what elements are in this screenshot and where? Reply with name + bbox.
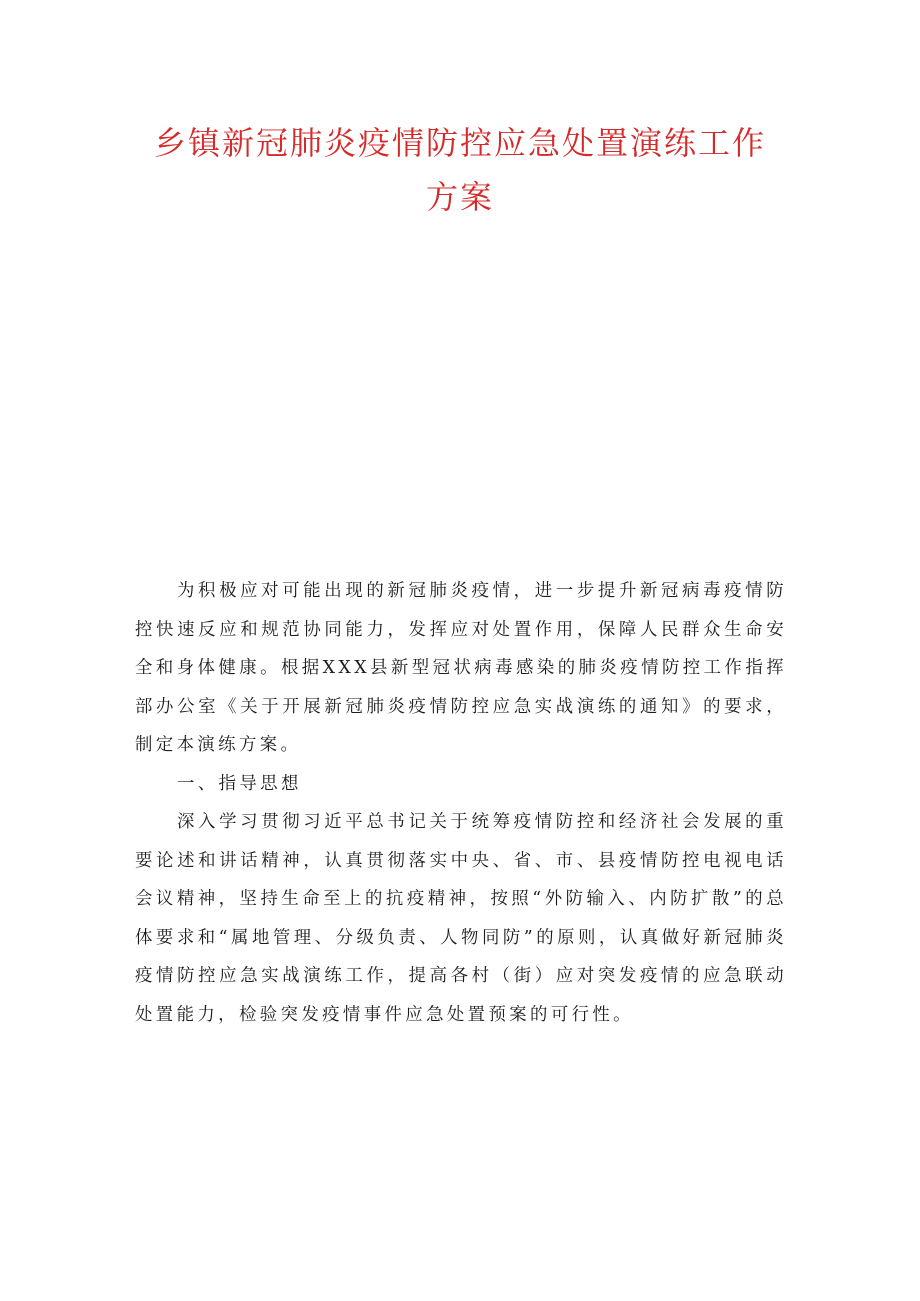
document-body xyxy=(135,572,787,1034)
section-heading-guiding-ideology: 一、指导思想 xyxy=(177,773,302,794)
document-title-line-1: 乡镇新冠肺炎疫情防控应急处置演练工作 xyxy=(153,124,766,162)
document-title xyxy=(100,116,820,224)
document-title-line-2: 方案 xyxy=(425,178,494,216)
guiding-ideology-paragraph: 深入学习贯彻习近平总书记关于统筹疫情防控和经济社会发展的重要论述和讲话精神，认真贯彻落实中央、省、市、县疫情防控电视电话会议精神，坚持生命至上的抗疫精神，按照“外防输入、内防扩散”的总体要求和“属地管理、分级负责、人物同防”的原则，认真做好新冠肺炎疫情防控应急实战演练工作，提高各村（街）应对突发疫情的应急联动处置能力，检验突发疫情事件应急处置预案的可行性。 xyxy=(135,812,787,1025)
intro-paragraph: 为积极应对可能出现的新冠肺炎疫情，进一步提升新冠病毒疫情防控快速反应和规范协同能力，发挥应对处置作用，保障人民群众生命安全和身体健康。根据XXX县新型冠状病毒感染的肺炎疫情防控工作指挥部办公室《关于开展新冠肺炎疫情防控应急实战演练的通知》的要求，制定本演练方案。 xyxy=(135,581,787,755)
